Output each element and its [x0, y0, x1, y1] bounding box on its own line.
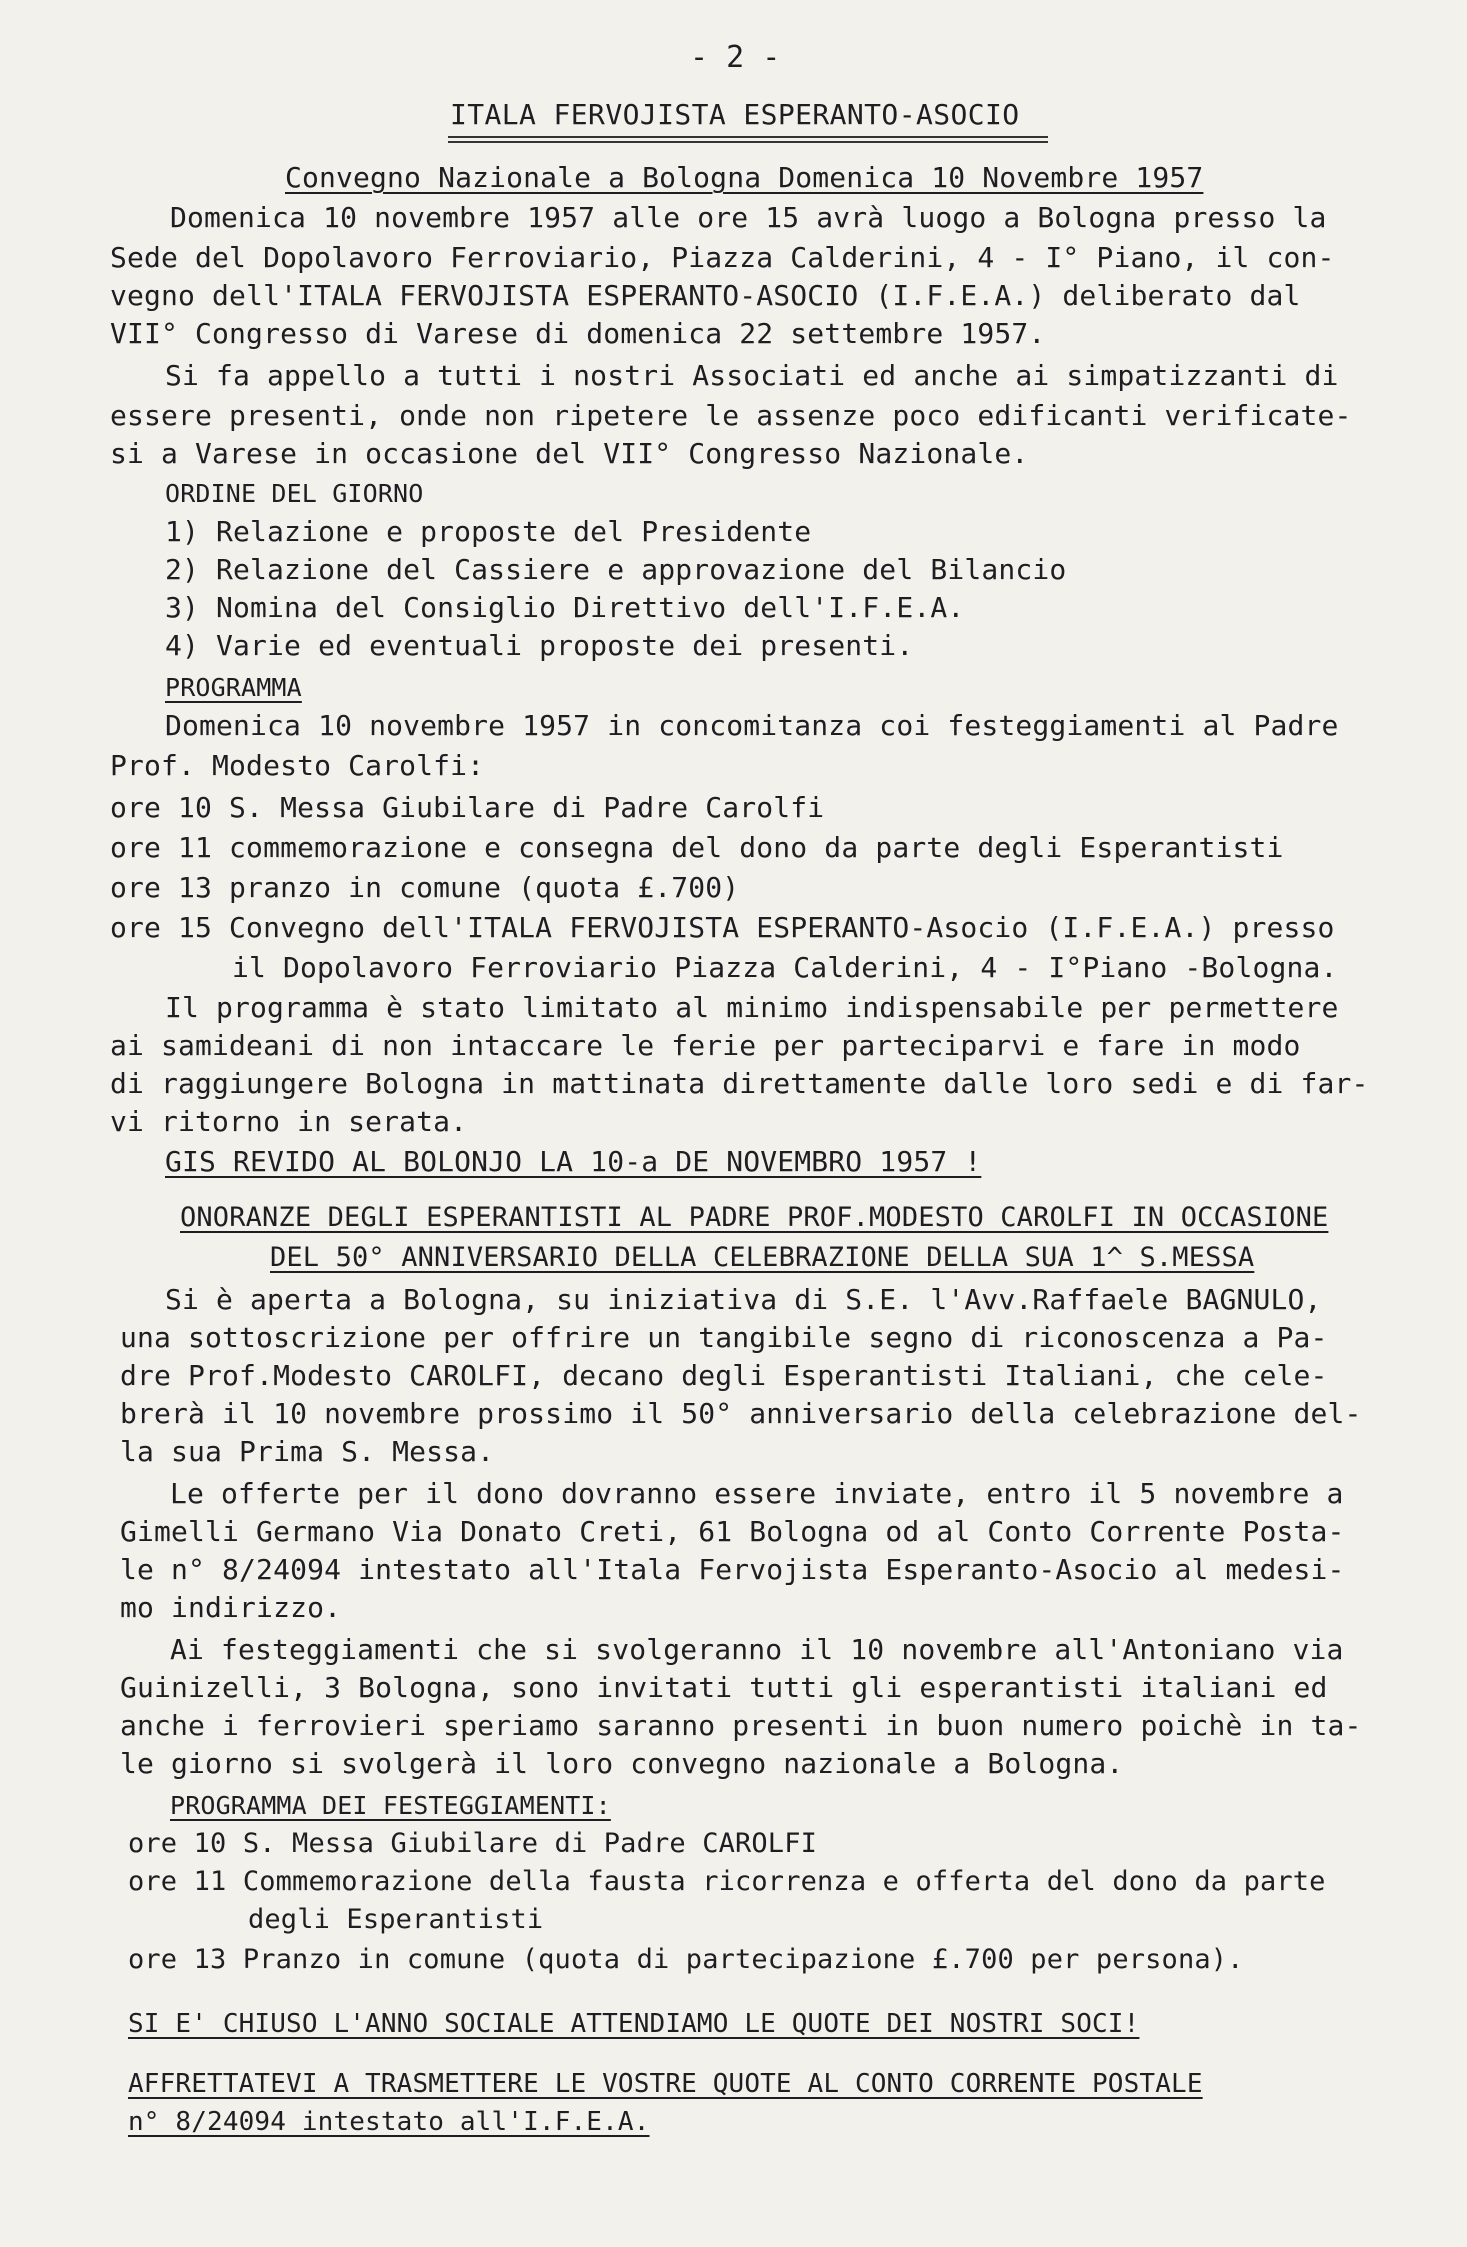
paragraph-line: Si fa appello a tutti i nostri Associati ed anche ai simpatizzanti di [165, 359, 1339, 392]
ordine-item: 1) Relazione e proposte del Presidente [165, 515, 812, 548]
heading-onoranze: ONORANZE DEGLI ESPERANTISTI AL PADRE PROF.MODESTO CAROLFI IN OCCASIONE [180, 1202, 1329, 1233]
paragraph-line: vi ritorno in serata. [110, 1105, 468, 1138]
programma-intro: Domenica 10 novembre 1957 in concomitanza coi festeggiamenti al Padre [165, 709, 1339, 742]
festeggiamenti-item: ore 13 Pranzo in comune (quota di partecipazione £.700 per persona). [128, 1944, 1244, 1975]
paragraph-line: la sua Prima S. Messa. [120, 1435, 495, 1468]
paragraph-line: Guinizelli, 3 Bologna, sono invitati tutti gli esperantisti italiani ed [120, 1671, 1328, 1704]
programma-item: il Dopolavoro Ferroviario Piazza Calderini, 4 - I°Piano -Bologna. [232, 951, 1338, 984]
paragraph-line: dre Prof.Modesto CAROLFI, decano degli Esperantisti Italiani, che cele- [120, 1359, 1328, 1392]
paragraph-line: essere presenti, onde non ripetere le assenze poco edificanti verificate- [110, 399, 1352, 432]
closing-notice: AFFRETTATEVI A TRASMETTERE LE VOSTRE QUOTE AL CONTO CORRENTE POSTALE [128, 2069, 1203, 2099]
paragraph-line: mo indirizzo. [120, 1591, 342, 1624]
programma-item: ore 11 commemorazione e consegna del dono da parte degli Esperantisti [110, 831, 1284, 864]
paragraph-line: le giorno si svolgerà il loro convegno nazionale a Bologna. [120, 1747, 1124, 1780]
paragraph-line: Le offerte per il dono dovranno essere inviate, entro il 5 novembre a [170, 1477, 1344, 1510]
page-number: - 2 - [690, 40, 781, 75]
paragraph-line: anche i ferrovieri speriamo saranno presenti in buon numero poichè in ta- [120, 1709, 1362, 1742]
programma-item: ore 10 S. Messa Giubilare di Padre Carolfi [110, 791, 825, 824]
ordine-title: ORDINE DEL GIORNO [165, 479, 424, 508]
paragraph-line: Domenica 10 novembre 1957 alle ore 15 avrà luogo a Bologna presso la [170, 201, 1327, 234]
newsletter-title: ITALA FERVOJISTA ESPERANTO-ASOCIO [450, 98, 1020, 131]
paragraph-line: Sede del Dopolavoro Ferroviario, Piazza Calderini, 4 - I° Piano, il con- [110, 241, 1335, 274]
paragraph-line: Ai festeggiamenti che si svolgeranno il 10 novembre all'Antoniano via [170, 1633, 1344, 1666]
paragraph-line: una sottoscrizione per offrire un tangibile segno di riconoscenza a Pa- [120, 1321, 1328, 1354]
festeggiamenti-item: degli Esperantisti [248, 1904, 544, 1935]
closing-notice: n° 8/24094 intestato all'I.F.E.A. [128, 2107, 650, 2137]
paragraph-line: Il programma è stato limitato al minimo indispensabile per permettere [165, 991, 1339, 1024]
festeggiamenti-item: ore 11 Commemorazione della fausta ricorrenza e offerta del dono da parte [128, 1866, 1326, 1897]
paragraph-line: si a Varese in occasione del VII° Congresso Nazionale. [110, 437, 1029, 470]
paragraph-line: vegno dell'ITALA FERVOJISTA ESPERANTO-ASOCIO (I.F.E.A.) deliberato dal [110, 279, 1301, 312]
paragraph-line: le n° 8/24094 intestato all'Itala Fervojista Esperanto-Asocio al medesi- [120, 1553, 1345, 1586]
programma-intro: Prof. Modesto Carolfi: [110, 749, 485, 782]
esperanto-motto: GIS REVIDO AL BOLONJO LA 10-a DE NOVEMBRO 1957 ! [165, 1145, 982, 1178]
festeggiamenti-item: ore 10 S. Messa Giubilare di Padre CAROLFI [128, 1828, 818, 1859]
paragraph-line: Gimelli Germano Via Donato Creti, 61 Bologna od al Conto Corrente Posta- [120, 1515, 1345, 1548]
paragraph-line: di raggiungere Bologna in mattinata direttamente dalle loro sedi e di far- [110, 1067, 1369, 1100]
festeggiamenti-title: PROGRAMMA DEI FESTEGGIAMENTI: [170, 1791, 611, 1820]
ordine-item: 4) Varie ed eventuali proposte dei presenti. [165, 629, 914, 662]
programma-title: PROGRAMMA [165, 673, 302, 702]
programma-item: ore 13 pranzo in comune (quota £.700) [110, 871, 740, 904]
ordine-item: 2) Relazione del Cassiere e approvazione del Bilancio [165, 553, 1067, 586]
heading-onoranze: DEL 50° ANNIVERSARIO DELLA CELEBRAZIONE DELLA SUA 1^ S.MESSA [270, 1242, 1255, 1273]
paragraph-line: ai samideani di non intaccare le ferie per parteciparvi e fare in modo [110, 1029, 1301, 1062]
paragraph-line: VII° Congresso di Varese di domenica 22 settembre 1957. [110, 317, 1046, 350]
closing-notice: SI E' CHIUSO L'ANNO SOCIALE ATTENDIAMO LE QUOTE DEI NOSTRI SOCI! [128, 2009, 1140, 2039]
paragraph-line: Si è aperta a Bologna, su iniziativa di S.E. l'Avv.Raffaele BAGNULO, [165, 1283, 1322, 1316]
paragraph-line: brerà il 10 novembre prossimo il 50° anniversario della celebrazione del- [120, 1397, 1362, 1430]
heading-convegno: Convegno Nazionale a Bologna Domenica 10 Novembre 1957 [285, 161, 1204, 194]
ordine-item: 3) Nomina del Consiglio Direttivo dell'I.F.E.A. [165, 591, 965, 624]
programma-item: ore 15 Convegno dell'ITALA FERVOJISTA ESPERANTO-Asocio (I.F.E.A.) presso [110, 911, 1335, 944]
title-double-underline [448, 136, 1048, 143]
